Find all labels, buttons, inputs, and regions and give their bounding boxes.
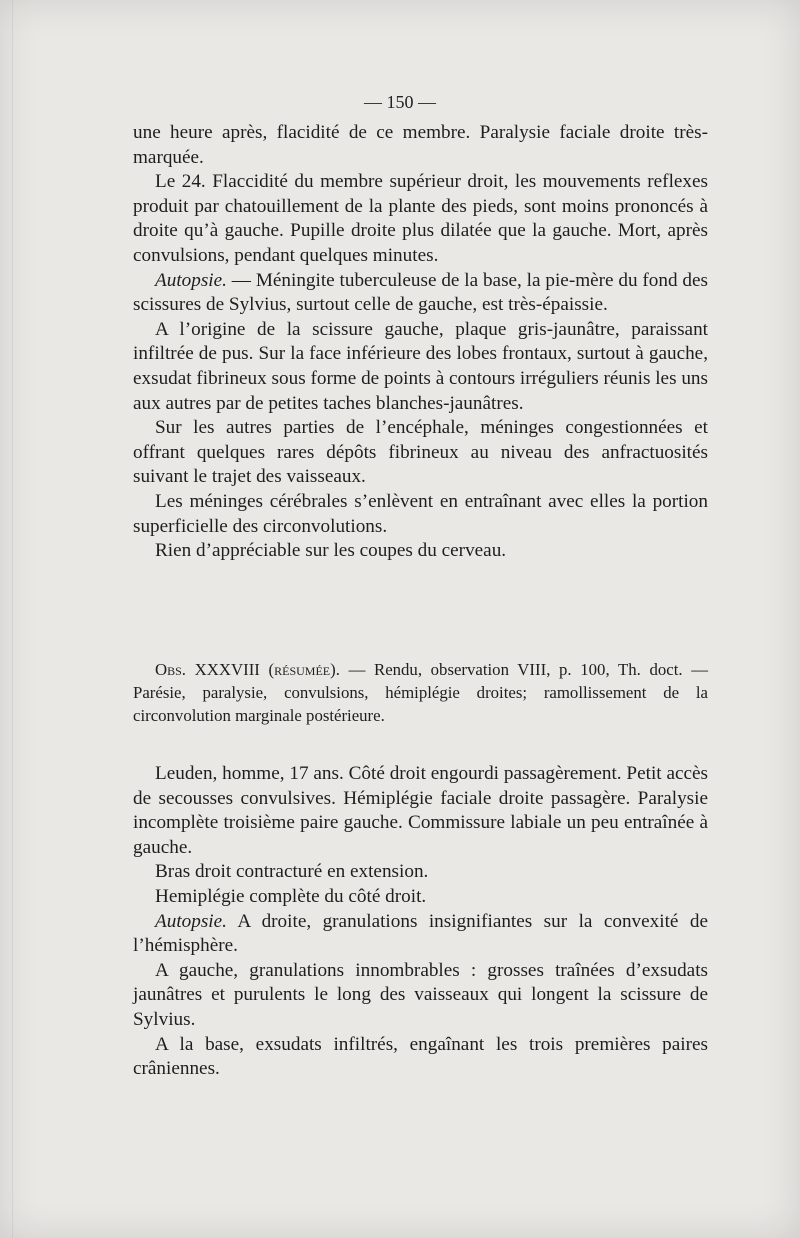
body-text-lower bbox=[133, 762, 708, 1082]
autopsy-label: Autopsie. bbox=[155, 910, 227, 932]
autopsy-label: Autopsie. bbox=[155, 269, 227, 291]
paragraph: une heure après, flacidité de ce membre. Paralysie faciale droite très-marquée. bbox=[133, 122, 708, 168]
paragraph: Rien d’appréciable sur les coupes du cerveau. bbox=[155, 540, 507, 562]
paragraph: A la base, exsudats infiltrés, engaînant les trois premières paires crâniennes. bbox=[133, 1033, 708, 1080]
observation-title bbox=[133, 658, 708, 727]
page-edge bbox=[12, 0, 13, 1238]
autopsy-paragraph bbox=[133, 910, 708, 959]
paragraph: Les méninges cérébrales s’enlèvent en entraînant avec elles la portion superficielle des circonvolutions. bbox=[133, 490, 708, 537]
body-text-upper bbox=[133, 121, 708, 564]
paragraph: Leuden, homme, 17 ans. Côté droit engourdi passagèrement. Petit accès de secousses convulsives. Hémiplégie faciale droite passagère. Paralysie incomplète troisième paire gauche. Commissure labiale un peu entraînée à gauche. bbox=[133, 763, 708, 858]
observation-header bbox=[133, 658, 708, 727]
paragraph: Sur les autres parties de l’encéphale, méninges congestionnées et offrant quelques rares dépôts fibrineux au niveau des anfractuosités suivant le trajet des vaisseaux. bbox=[133, 417, 708, 488]
autopsy-text: — Méningite tuberculeuse de la base, la pie-mère du fond des scissures de Sylvius, surtout celle de gauche, est très-épaissie. bbox=[133, 269, 708, 316]
observation-text: — Rendu, observation VIII, p. 100, Th. doct. — Parésie, paralysie, convulsions, hémiplégie droites; ramollissement de la circonvolution marginale postérieure. bbox=[133, 660, 709, 725]
paragraph: Hemiplégie complète du côté droit. bbox=[155, 885, 427, 907]
paragraph: A l’origine de la scissure gauche, plaque gris-jaunâtre, paraissant infiltrée de pus. Sur la face inférieure des lobes frontaux, surtout à gauche, exsudat fibrineux sous forme de points à contours irréguliers réunis les uns aux autres par de petites taches blanches-jaunâtres. bbox=[133, 318, 708, 414]
paragraph: A gauche, granulations innombrables : grosses traînées d’exsudats jaunâtres et purulents le long des vaisseaux qui longent la scissure de Sylvius. bbox=[133, 959, 708, 1030]
autopsy-paragraph bbox=[133, 269, 708, 318]
observation-label: Obs. XXXVIII (résumée). bbox=[155, 660, 340, 679]
paragraph: Bras droit contracturé en extension. bbox=[155, 861, 429, 883]
paragraph: Le 24. Flaccidité du membre supérieur droit, les mouvements reflexes produit par chatouillement de la plante des pieds, sont moins prononcés à droite qu’à gauche. Pupille droite plus dilatée que la gauche. Mort, après convulsions, pendant quelques minutes. bbox=[133, 171, 708, 266]
autopsy-text: A droite, granulations insignifiantes sur la convexité de l’hémisphère. bbox=[133, 910, 708, 957]
page-number: — 150 — bbox=[364, 92, 436, 112]
